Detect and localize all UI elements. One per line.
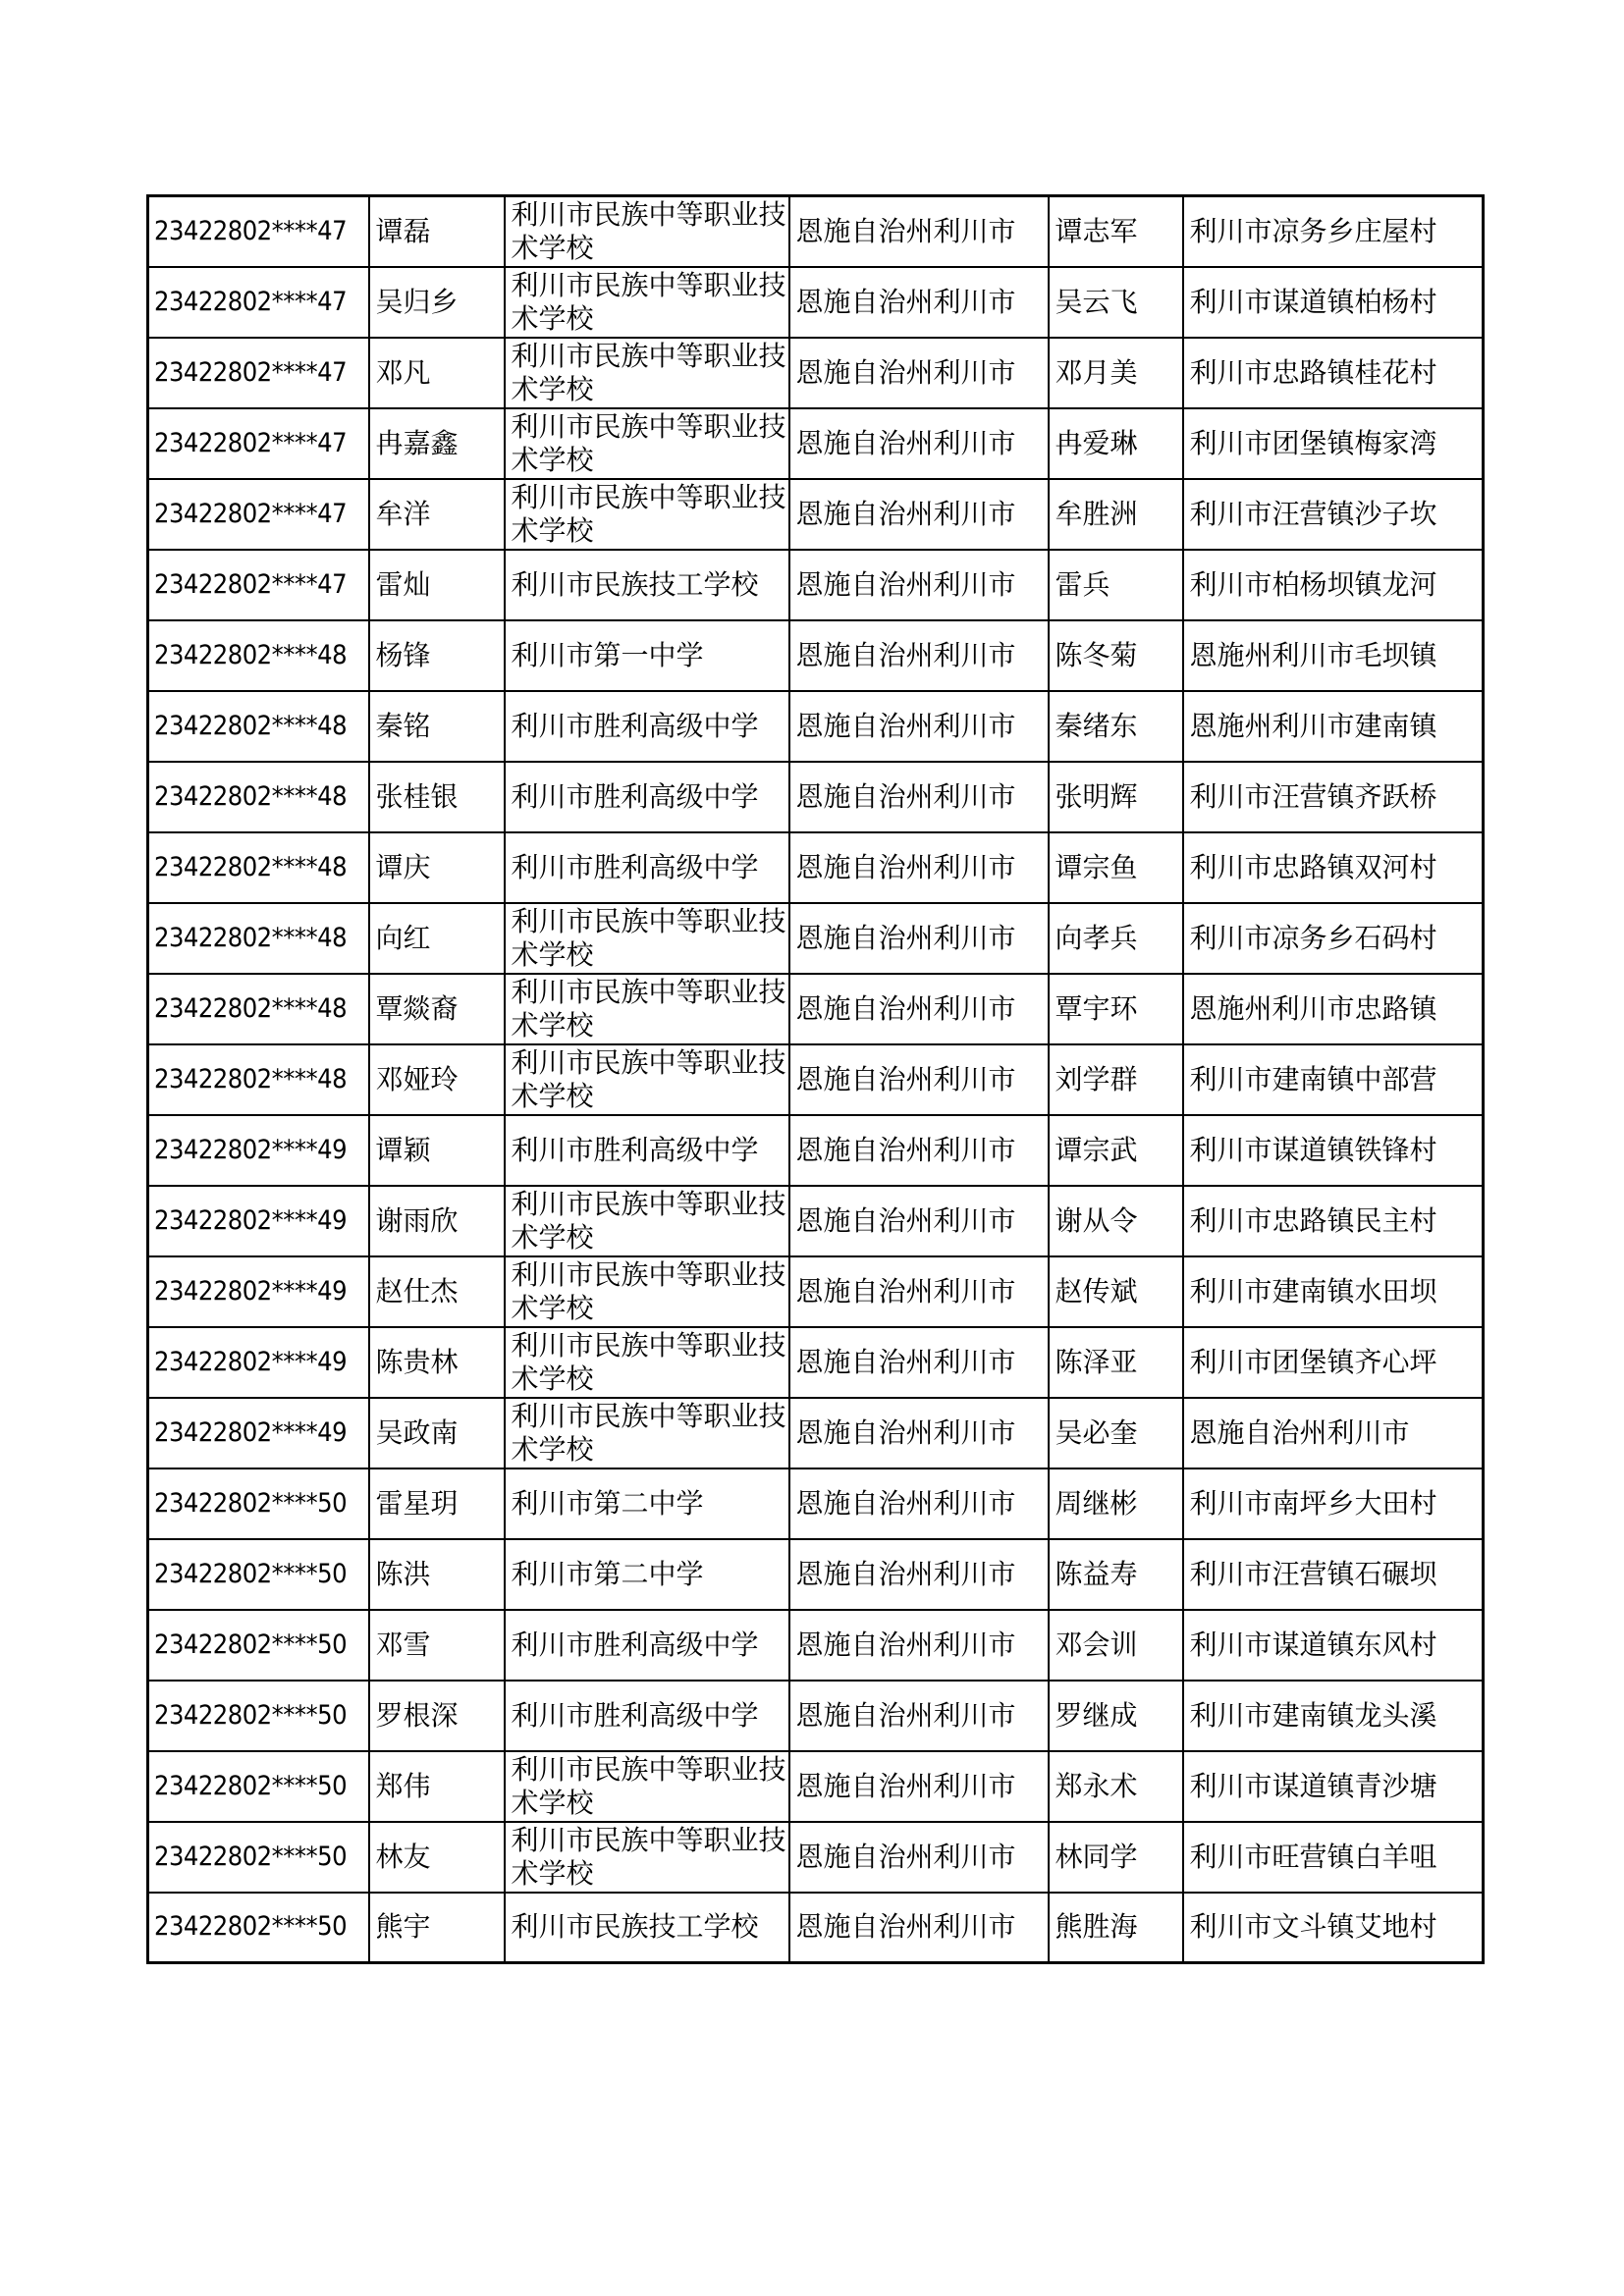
school-cell: 利川市民族中等职业技术学校 bbox=[505, 903, 789, 974]
guardian-name-cell: 邓月美 bbox=[1049, 338, 1183, 408]
address-cell: 利川市汪营镇齐跃桥 bbox=[1183, 762, 1484, 832]
school-cell: 利川市民族中等职业技术学校 bbox=[505, 196, 789, 267]
guardian-name-cell: 林同学 bbox=[1049, 1822, 1183, 1893]
student-name-cell: 邓雪 bbox=[369, 1610, 505, 1681]
region-cell: 恩施自治州利川市 bbox=[789, 691, 1049, 762]
guardian-name-cell: 谭宗鱼 bbox=[1049, 832, 1183, 903]
region-cell: 恩施自治州利川市 bbox=[789, 1115, 1049, 1186]
address-cell: 利川市汪营镇石碾坝 bbox=[1183, 1539, 1484, 1610]
table-row bbox=[148, 1398, 1484, 1468]
guardian-name-cell: 谢从令 bbox=[1049, 1186, 1183, 1256]
student-name-cell: 谭颖 bbox=[369, 1115, 505, 1186]
address-cell: 恩施州利川市毛坝镇 bbox=[1183, 620, 1484, 691]
address-cell: 恩施自治州利川市 bbox=[1183, 1398, 1484, 1468]
region-cell: 恩施自治州利川市 bbox=[789, 550, 1049, 620]
table-row bbox=[148, 620, 1484, 691]
region-cell: 恩施自治州利川市 bbox=[789, 620, 1049, 691]
region-cell: 恩施自治州利川市 bbox=[789, 1186, 1049, 1256]
student-name-cell: 郑伟 bbox=[369, 1751, 505, 1822]
school-cell: 利川市胜利高级中学 bbox=[505, 1115, 789, 1186]
region-cell: 恩施自治州利川市 bbox=[789, 1044, 1049, 1115]
student-name-cell: 杨锋 bbox=[369, 620, 505, 691]
address-cell: 利川市谋道镇东风村 bbox=[1183, 1610, 1484, 1681]
student-name-cell: 罗根深 bbox=[369, 1681, 505, 1751]
school-cell: 利川市民族中等职业技术学校 bbox=[505, 1186, 789, 1256]
table-body bbox=[148, 196, 1484, 1963]
guardian-name-cell: 郑永术 bbox=[1049, 1751, 1183, 1822]
school-cell: 利川市民族技工学校 bbox=[505, 550, 789, 620]
student-name-cell: 吴政南 bbox=[369, 1398, 505, 1468]
id-number-cell: 23422802****47 bbox=[148, 267, 369, 338]
guardian-name-cell: 陈冬菊 bbox=[1049, 620, 1183, 691]
address-cell: 利川市团堡镇梅家湾 bbox=[1183, 408, 1484, 479]
school-cell: 利川市民族中等职业技术学校 bbox=[505, 1327, 789, 1398]
address-cell: 利川市谋道镇柏杨村 bbox=[1183, 267, 1484, 338]
school-cell: 利川市第二中学 bbox=[505, 1539, 789, 1610]
table-row bbox=[148, 550, 1484, 620]
student-name-cell: 熊宇 bbox=[369, 1893, 505, 1963]
table-row bbox=[148, 1186, 1484, 1256]
guardian-name-cell: 刘学群 bbox=[1049, 1044, 1183, 1115]
id-number-cell: 23422802****47 bbox=[148, 550, 369, 620]
table-row bbox=[148, 1115, 1484, 1186]
region-cell: 恩施自治州利川市 bbox=[789, 196, 1049, 267]
region-cell: 恩施自治州利川市 bbox=[789, 1610, 1049, 1681]
id-number-cell: 23422802****48 bbox=[148, 1044, 369, 1115]
region-cell: 恩施自治州利川市 bbox=[789, 408, 1049, 479]
student-name-cell: 林友 bbox=[369, 1822, 505, 1893]
region-cell: 恩施自治州利川市 bbox=[789, 338, 1049, 408]
school-cell: 利川市胜利高级中学 bbox=[505, 762, 789, 832]
address-cell: 利川市建南镇中部营 bbox=[1183, 1044, 1484, 1115]
id-number-cell: 23422802****48 bbox=[148, 691, 369, 762]
address-cell: 利川市旺营镇白羊咀 bbox=[1183, 1822, 1484, 1893]
table-row bbox=[148, 338, 1484, 408]
table-row bbox=[148, 1751, 1484, 1822]
student-name-cell: 谭磊 bbox=[369, 196, 505, 267]
id-number-cell: 23422802****50 bbox=[148, 1893, 369, 1963]
guardian-name-cell: 张明辉 bbox=[1049, 762, 1183, 832]
address-cell: 恩施州利川市建南镇 bbox=[1183, 691, 1484, 762]
id-number-cell: 23422802****48 bbox=[148, 974, 369, 1044]
school-cell: 利川市民族中等职业技术学校 bbox=[505, 1398, 789, 1468]
school-cell: 利川市胜利高级中学 bbox=[505, 691, 789, 762]
id-number-cell: 23422802****47 bbox=[148, 479, 369, 550]
student-name-cell: 邓娅玲 bbox=[369, 1044, 505, 1115]
student-name-cell: 吴归乡 bbox=[369, 267, 505, 338]
table-row bbox=[148, 832, 1484, 903]
id-number-cell: 23422802****50 bbox=[148, 1681, 369, 1751]
student-name-cell: 雷灿 bbox=[369, 550, 505, 620]
student-name-cell: 谭庆 bbox=[369, 832, 505, 903]
school-cell: 利川市胜利高级中学 bbox=[505, 1610, 789, 1681]
school-cell: 利川市民族中等职业技术学校 bbox=[505, 1822, 789, 1893]
id-number-cell: 23422802****47 bbox=[148, 196, 369, 267]
school-cell: 利川市民族中等职业技术学校 bbox=[505, 338, 789, 408]
student-table bbox=[146, 194, 1485, 1964]
table-row bbox=[148, 762, 1484, 832]
id-number-cell: 23422802****50 bbox=[148, 1610, 369, 1681]
region-cell: 恩施自治州利川市 bbox=[789, 1822, 1049, 1893]
table-row bbox=[148, 1539, 1484, 1610]
table-row bbox=[148, 1327, 1484, 1398]
address-cell: 利川市忠路镇民主村 bbox=[1183, 1186, 1484, 1256]
table-row bbox=[148, 903, 1484, 974]
guardian-name-cell: 陈泽亚 bbox=[1049, 1327, 1183, 1398]
guardian-name-cell: 吴必奎 bbox=[1049, 1398, 1183, 1468]
id-number-cell: 23422802****50 bbox=[148, 1751, 369, 1822]
student-name-cell: 张桂银 bbox=[369, 762, 505, 832]
region-cell: 恩施自治州利川市 bbox=[789, 479, 1049, 550]
school-cell: 利川市民族中等职业技术学校 bbox=[505, 1751, 789, 1822]
school-cell: 利川市民族中等职业技术学校 bbox=[505, 479, 789, 550]
school-cell: 利川市胜利高级中学 bbox=[505, 832, 789, 903]
address-cell: 利川市南坪乡大田村 bbox=[1183, 1468, 1484, 1539]
region-cell: 恩施自治州利川市 bbox=[789, 1256, 1049, 1327]
guardian-name-cell: 周继彬 bbox=[1049, 1468, 1183, 1539]
school-cell: 利川市第一中学 bbox=[505, 620, 789, 691]
address-cell: 利川市建南镇水田坝 bbox=[1183, 1256, 1484, 1327]
table-row bbox=[148, 691, 1484, 762]
region-cell: 恩施自治州利川市 bbox=[789, 1751, 1049, 1822]
table-row bbox=[148, 974, 1484, 1044]
school-cell: 利川市民族中等职业技术学校 bbox=[505, 974, 789, 1044]
id-number-cell: 23422802****49 bbox=[148, 1115, 369, 1186]
address-cell: 利川市汪营镇沙子坎 bbox=[1183, 479, 1484, 550]
id-number-cell: 23422802****48 bbox=[148, 832, 369, 903]
student-name-cell: 秦铭 bbox=[369, 691, 505, 762]
guardian-name-cell: 邓会训 bbox=[1049, 1610, 1183, 1681]
student-name-cell: 向红 bbox=[369, 903, 505, 974]
table-row bbox=[148, 408, 1484, 479]
id-number-cell: 23422802****49 bbox=[148, 1327, 369, 1398]
id-number-cell: 23422802****47 bbox=[148, 408, 369, 479]
region-cell: 恩施自治州利川市 bbox=[789, 762, 1049, 832]
address-cell: 利川市团堡镇齐心坪 bbox=[1183, 1327, 1484, 1398]
address-cell: 利川市凉务乡庄屋村 bbox=[1183, 196, 1484, 267]
address-cell: 利川市建南镇龙头溪 bbox=[1183, 1681, 1484, 1751]
guardian-name-cell: 赵传斌 bbox=[1049, 1256, 1183, 1327]
guardian-name-cell: 吴云飞 bbox=[1049, 267, 1183, 338]
student-name-cell: 冉嘉鑫 bbox=[369, 408, 505, 479]
student-name-cell: 雷星玥 bbox=[369, 1468, 505, 1539]
table-row bbox=[148, 196, 1484, 267]
id-number-cell: 23422802****48 bbox=[148, 762, 369, 832]
table-row bbox=[148, 479, 1484, 550]
id-number-cell: 23422802****50 bbox=[148, 1539, 369, 1610]
address-cell: 恩施州利川市忠路镇 bbox=[1183, 974, 1484, 1044]
id-number-cell: 23422802****50 bbox=[148, 1822, 369, 1893]
school-cell: 利川市第二中学 bbox=[505, 1468, 789, 1539]
id-number-cell: 23422802****48 bbox=[148, 903, 369, 974]
table-row bbox=[148, 1468, 1484, 1539]
guardian-name-cell: 雷兵 bbox=[1049, 550, 1183, 620]
school-cell: 利川市民族中等职业技术学校 bbox=[505, 1044, 789, 1115]
student-name-cell: 牟洋 bbox=[369, 479, 505, 550]
address-cell: 利川市凉务乡石码村 bbox=[1183, 903, 1484, 974]
table-row bbox=[148, 1256, 1484, 1327]
guardian-name-cell: 熊胜海 bbox=[1049, 1893, 1183, 1963]
address-cell: 利川市谋道镇青沙塘 bbox=[1183, 1751, 1484, 1822]
table-row bbox=[148, 1610, 1484, 1681]
table-row bbox=[148, 1044, 1484, 1115]
region-cell: 恩施自治州利川市 bbox=[789, 903, 1049, 974]
student-name-cell: 赵仕杰 bbox=[369, 1256, 505, 1327]
student-name-cell: 谢雨欣 bbox=[369, 1186, 505, 1256]
address-cell: 利川市柏杨坝镇龙河 bbox=[1183, 550, 1484, 620]
region-cell: 恩施自治州利川市 bbox=[789, 832, 1049, 903]
region-cell: 恩施自治州利川市 bbox=[789, 1398, 1049, 1468]
student-name-cell: 陈洪 bbox=[369, 1539, 505, 1610]
guardian-name-cell: 牟胜洲 bbox=[1049, 479, 1183, 550]
id-number-cell: 23422802****50 bbox=[148, 1468, 369, 1539]
id-number-cell: 23422802****49 bbox=[148, 1398, 369, 1468]
region-cell: 恩施自治州利川市 bbox=[789, 1539, 1049, 1610]
id-number-cell: 23422802****49 bbox=[148, 1186, 369, 1256]
region-cell: 恩施自治州利川市 bbox=[789, 974, 1049, 1044]
guardian-name-cell: 谭志军 bbox=[1049, 196, 1183, 267]
student-name-cell: 覃燚裔 bbox=[369, 974, 505, 1044]
school-cell: 利川市民族中等职业技术学校 bbox=[505, 267, 789, 338]
table-row bbox=[148, 267, 1484, 338]
id-number-cell: 23422802****49 bbox=[148, 1256, 369, 1327]
region-cell: 恩施自治州利川市 bbox=[789, 267, 1049, 338]
guardian-name-cell: 向孝兵 bbox=[1049, 903, 1183, 974]
address-cell: 利川市忠路镇桂花村 bbox=[1183, 338, 1484, 408]
id-number-cell: 23422802****48 bbox=[148, 620, 369, 691]
school-cell: 利川市民族技工学校 bbox=[505, 1893, 789, 1963]
guardian-name-cell: 谭宗武 bbox=[1049, 1115, 1183, 1186]
school-cell: 利川市民族中等职业技术学校 bbox=[505, 408, 789, 479]
student-name-cell: 陈贵林 bbox=[369, 1327, 505, 1398]
guardian-name-cell: 冉爱琳 bbox=[1049, 408, 1183, 479]
region-cell: 恩施自治州利川市 bbox=[789, 1327, 1049, 1398]
address-cell: 利川市文斗镇艾地村 bbox=[1183, 1893, 1484, 1963]
guardian-name-cell: 覃宇环 bbox=[1049, 974, 1183, 1044]
region-cell: 恩施自治州利川市 bbox=[789, 1893, 1049, 1963]
guardian-name-cell: 陈益寿 bbox=[1049, 1539, 1183, 1610]
region-cell: 恩施自治州利川市 bbox=[789, 1681, 1049, 1751]
school-cell: 利川市胜利高级中学 bbox=[505, 1681, 789, 1751]
id-number-cell: 23422802****47 bbox=[148, 338, 369, 408]
student-name-cell: 邓凡 bbox=[369, 338, 505, 408]
address-cell: 利川市忠路镇双河村 bbox=[1183, 832, 1484, 903]
address-cell: 利川市谋道镇铁锋村 bbox=[1183, 1115, 1484, 1186]
table-row bbox=[148, 1893, 1484, 1963]
table-row bbox=[148, 1681, 1484, 1751]
guardian-name-cell: 罗继成 bbox=[1049, 1681, 1183, 1751]
school-cell: 利川市民族中等职业技术学校 bbox=[505, 1256, 789, 1327]
region-cell: 恩施自治州利川市 bbox=[789, 1468, 1049, 1539]
guardian-name-cell: 秦绪东 bbox=[1049, 691, 1183, 762]
table-row bbox=[148, 1822, 1484, 1893]
